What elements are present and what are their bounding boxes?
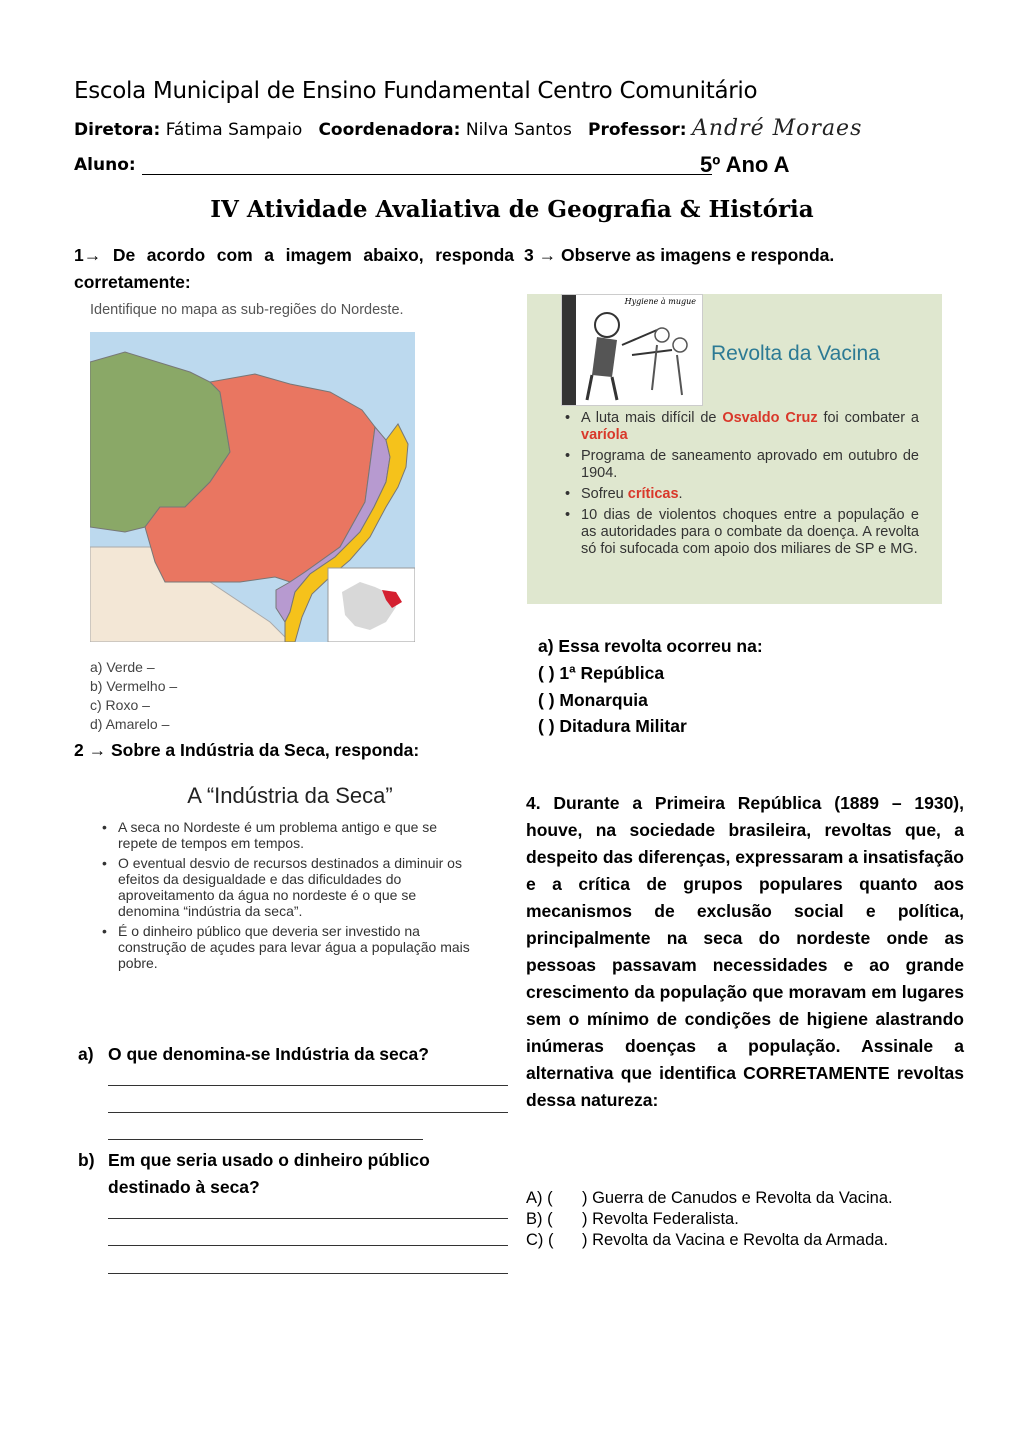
q4-text xyxy=(526,790,964,1114)
nordeste-map xyxy=(90,332,415,642)
q4-option-c[interactable] xyxy=(526,1230,893,1251)
q4-option-a-text: ) Guerra de Canudos e Revolta da Vacina. xyxy=(582,1189,893,1207)
q1-map-caption: Identifique no mapa as sub-regiões do Nordeste. xyxy=(90,302,404,318)
q3-option-2[interactable]: ( ) Monarquia xyxy=(538,690,648,710)
q4-option-c-text: ) Revolta da Vacina e Revolta da Armada. xyxy=(582,1231,889,1249)
q1-map-figure xyxy=(88,300,508,740)
teacher-label: Professor: xyxy=(588,120,687,140)
q4-option-c-label: C) ( xyxy=(526,1231,554,1249)
q2-b-label: b) xyxy=(78,1150,95,1170)
q2-bullet-3: • É o dinheiro público que deveria ser investido na construção de açudes para levar água a população mais pobre. xyxy=(100,923,480,971)
q2-b-answer-line-2[interactable] xyxy=(108,1245,508,1246)
q3-bullet-2: • Programa de saneamento aprovado em outubro de 1904. xyxy=(563,448,919,482)
q4-option-a-label: A) ( xyxy=(526,1189,553,1207)
q1-prompt: 1→ De acordo com a imagem abaixo, responda corretamente: xyxy=(74,245,514,292)
q3-bullet-1-after: foi combater a xyxy=(817,410,919,426)
q3-bullet-1-highlight: Osvaldo Cruz xyxy=(722,410,818,426)
q3-bullet-3 xyxy=(563,486,919,503)
q3-bullet-3-text: Sofreu xyxy=(581,486,628,502)
student-line xyxy=(74,155,712,175)
teacher-name: André Moraes xyxy=(691,116,863,141)
q3-bullet-4: • 10 dias de violentos choques entre a população e as autoridades para o combate da doença. A revolta só foi sufocada com apoio dos miliares de SP e MG. xyxy=(563,507,919,558)
q2-slide-title: A “Indústria da Seca” xyxy=(187,783,393,808)
q3-slide xyxy=(527,294,942,604)
q2-b-text: Em que seria usado o dinheiro público destinado à seca? xyxy=(108,1150,430,1197)
director-name: Fátima Sampaio xyxy=(165,120,303,140)
q2-b-answer-line-3[interactable] xyxy=(108,1273,508,1274)
q3-bullet-1 xyxy=(563,410,919,444)
coordinator-label: Coordenadora: xyxy=(318,120,461,140)
staff-line xyxy=(74,116,862,141)
q3-option-3[interactable]: ( ) Ditadura Militar xyxy=(538,716,687,736)
q1-option-d: d) Amarelo – xyxy=(90,716,170,732)
q2-bullet-1: • A seca no Nordeste é um problema antigo e que se repete de tempos em tempos. xyxy=(100,819,480,851)
q4-tail: revoltas dessa natureza: xyxy=(526,1063,965,1110)
cartoon-caption: Hygiene à mugue xyxy=(624,297,696,306)
q2-a-answer-line-2[interactable] xyxy=(108,1112,508,1113)
q2-a-answer-line-3[interactable] xyxy=(108,1139,423,1140)
q2-a-label: a) xyxy=(78,1044,94,1064)
student-name-field[interactable] xyxy=(142,158,712,175)
q3-bullet-3-highlight: críticas xyxy=(627,486,679,502)
q1-option-a: a) Verde – xyxy=(90,659,155,675)
q4-emph: CORRETAMENTE xyxy=(743,1063,890,1083)
grade-label: 5º Ano A xyxy=(700,152,790,177)
q4-option-b[interactable] xyxy=(526,1209,893,1230)
coordinator-name: Nilva Santos xyxy=(465,120,572,140)
cartoon-drawing xyxy=(562,295,702,405)
q4-option-b-text: ) Revolta Federalista. xyxy=(582,1210,739,1228)
q4-body: 4. Durante a Primeira República (1889 – 1930), houve, na sociedade brasileira, revoltas que, a despeito das diferenças, expressaram a insatisfação e a crítica de grupos populares quanto aos mecanismos de exclusão social e política, principalmente na seca do nordeste onde as pessoas passavam necessidades e ao grande crescimento da população que moravam em lugares sem o mínimo de condições de higiene alastrando inúmeras doenças a população. Assinale a alternativa que identifica xyxy=(526,793,964,1083)
q2-bullet-2: • O eventual desvio de recursos destinados a diminuir os efeitos da desigualdade e das dificuldades do aproveitamento da água no nordeste é o que se denomina “indústria da seca”. xyxy=(100,855,480,919)
q1-option-b: b) Vermelho – xyxy=(90,678,178,694)
q4-option-a[interactable] xyxy=(526,1188,893,1209)
q4-option-b-label: B) ( xyxy=(526,1210,553,1228)
q1-options xyxy=(90,658,177,734)
school-name: Escola Municipal de Ensino Fundamental Centro Comunitário xyxy=(74,78,758,104)
q3-question-a: a) Essa revolta ocorreu na: xyxy=(538,636,763,656)
q3-bullet-3-after: . xyxy=(678,486,683,502)
q2-a-text: O que denomina-se Indústria da seca? xyxy=(108,1044,429,1064)
q3-bullet-1-tail: varíola xyxy=(581,427,628,443)
director-label: Diretora: xyxy=(74,120,161,140)
q2-question-a xyxy=(78,1041,518,1068)
q3-slide-title: Revolta da Vacina xyxy=(711,342,880,365)
cartoon-image xyxy=(561,294,703,406)
q2-prompt: 2 → Sobre a Indústria da Seca, responda: xyxy=(74,740,420,760)
q3-bullet-1-text: A luta mais difícil de xyxy=(581,410,723,426)
q3-prompt: 3 → Observe as imagens e responda. xyxy=(524,245,835,265)
q3-option-1[interactable]: ( ) 1ª República xyxy=(538,663,665,683)
q2-b-answer-line-1[interactable] xyxy=(108,1218,508,1219)
q1-option-c: c) Roxo – xyxy=(90,697,150,713)
q4-options xyxy=(526,1188,893,1251)
student-label: Aluno: xyxy=(74,155,136,175)
q2-a-answer-line-1[interactable] xyxy=(108,1085,508,1086)
q2-question-b xyxy=(78,1147,518,1201)
q2-slide xyxy=(100,783,480,998)
page-title: IV Atividade Avaliativa de Geografia & História xyxy=(210,196,814,223)
